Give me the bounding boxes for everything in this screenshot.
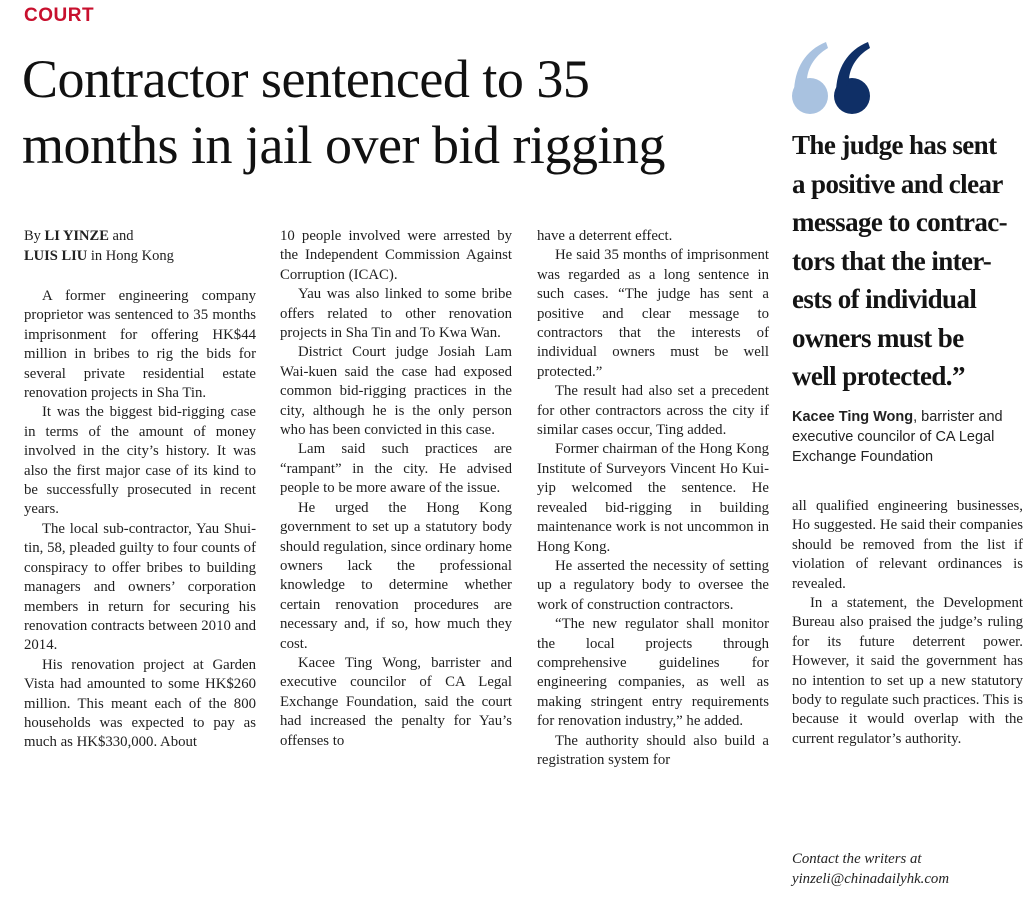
paragraph: Yau was also linked to some bribe offers related to other renovation projects in Sha Tin and To Kwa Wan. — [280, 286, 512, 342]
attribution-line: Exchange Foundation — [792, 449, 934, 465]
byline-line — [24, 246, 264, 266]
paragraph: He asserted the necessity of setting up a regulatory body to oversee the work of construction contractors. — [537, 557, 769, 613]
attribution-role: , barrister and — [913, 409, 1003, 425]
paragraph: It was the biggest bid-rigging case in terms of the amount of money involved in the city’s history. It was also the first major case of its kind to be successfully prosecuted in recent years. — [24, 404, 256, 518]
paragraph-continued: 10 people involved were arrested by the Independent Commission Against Corruption (ICAC). — [280, 228, 512, 283]
paragraph: The authority should also build a registration system for — [537, 732, 769, 768]
quote-open-right — [834, 42, 870, 114]
attribution-name: Kacee Ting Wong — [792, 409, 914, 425]
contact-email: yinzeli@chinadailyhk.com — [792, 871, 950, 887]
paragraph: Kacee Ting Wong, barrister and executive councilor of CA Legal Exchange Foundation, said the court had increased the penalty for Yau’s offenses to — [280, 654, 512, 749]
contact-info — [792, 849, 1028, 889]
contact-line: Contact the writers at — [792, 851, 922, 867]
headline — [22, 46, 782, 178]
quote-attribution — [792, 407, 1028, 467]
byline — [24, 226, 264, 266]
article-column-4 — [792, 497, 1023, 749]
article-column-2 — [280, 227, 512, 751]
paragraph: “The new regulator shall monitor the local projects through comprehensive guidelines for engineering companies, as well as making stringent entry requirements for renovation industry,” he added. — [537, 616, 769, 730]
paragraph: District Court judge Josiah Lam Wai-kuen said the case had exposed common bid-rigging practices in the city, although he is the only person who has been convicted in this case. — [280, 344, 512, 439]
headline-line: months in jail over bid rigging — [22, 115, 665, 175]
pull-quote-line: The judge has sent — [792, 130, 997, 160]
attribution-line: executive councilor of CA Legal — [792, 429, 995, 445]
quote-mark-icon — [790, 38, 880, 118]
article-column-1 — [24, 287, 256, 753]
pull-quote-line: message to contrac- — [792, 207, 1008, 237]
paragraph: Former chairman of the Hong Kong Institute of Surveyors Vincent Ho Kui-yip welcomed the sentence. He revealed bid-rigging in building maintenance work is not uncommon in Hong Kong. — [537, 441, 769, 555]
byline-and: and — [108, 228, 134, 244]
pull-quote-line: well protected.” — [792, 361, 965, 391]
headline-line: Contractor sentenced to 35 — [22, 49, 590, 109]
byline-prefix: By — [24, 228, 45, 244]
author-name: LI YINZE — [44, 228, 109, 244]
attribution-line — [792, 407, 1028, 427]
paragraph: The result had also set a precedent for other contractors across the city if similar cases occur, Ting added. — [537, 383, 769, 439]
paragraph: Lam said such practices are “rampant” in the city. He advised people to be more aware of the issue. — [280, 441, 512, 497]
quote-open-left — [792, 42, 828, 114]
byline-location: in Hong Kong — [87, 248, 174, 264]
paragraph-continued: have a deterrent effect. — [537, 228, 673, 244]
author-name: LUIS LIU — [24, 248, 88, 264]
byline-line — [24, 226, 264, 246]
paragraph: He said 35 months of imprisonment was regarded as a long sentence in such cases. “The judge has sent a positive and clear message to contractors that the interests of individual owners must be well protected.” — [537, 247, 769, 380]
paragraph: His renovation project at Garden Vista had amounted to some HK$260 million. This meant each of the 800 households was expected to pay as much as HK$330,000. About — [24, 656, 256, 751]
pull-quote-line: tors that the inter- — [792, 245, 992, 276]
pull-quote-line: owners must be — [792, 322, 964, 353]
section-label: COURT — [24, 5, 95, 26]
pull-quote — [792, 126, 1028, 396]
paragraph: A former engineering company proprietor was sentenced to 35 months imprisonment for offering HK$44 million in bribes to rig the bids for several private residential estate renovation projects in Sha Tin. — [24, 288, 256, 402]
paragraph-continued: all qualified engineering businesses, Ho suggested. He said their companies should be removed from the list if violation of relevant ordinances is revealed. — [792, 498, 1023, 592]
pull-quote-line: a positive and clear — [792, 168, 1003, 199]
paragraph: He urged the Hong Kong government to set up a statutory body should regulation, since ordinary home owners lack the professional knowledge to determine whether certain renovation procedures are necessary and, if so, how much they cost. — [280, 499, 512, 652]
paragraph: The local sub-contractor, Yau Shui-tin, 58, pleaded guilty to four counts of conspiracy to offer bribes to building managers and owners’ corporation members in return for securing his renovation contracts between 2010 and 2014. — [24, 520, 256, 654]
pull-quote-line: ests of individual — [792, 284, 977, 314]
paragraph: In a statement, the Development Bureau also praised the judge’s ruling for its future deterrent power. However, it said the government has no intention to set up a new statutory body to regulate such practices. This is because it would overlap with the current regulator’s authority. — [792, 595, 1023, 747]
article-column-3 — [537, 227, 769, 770]
